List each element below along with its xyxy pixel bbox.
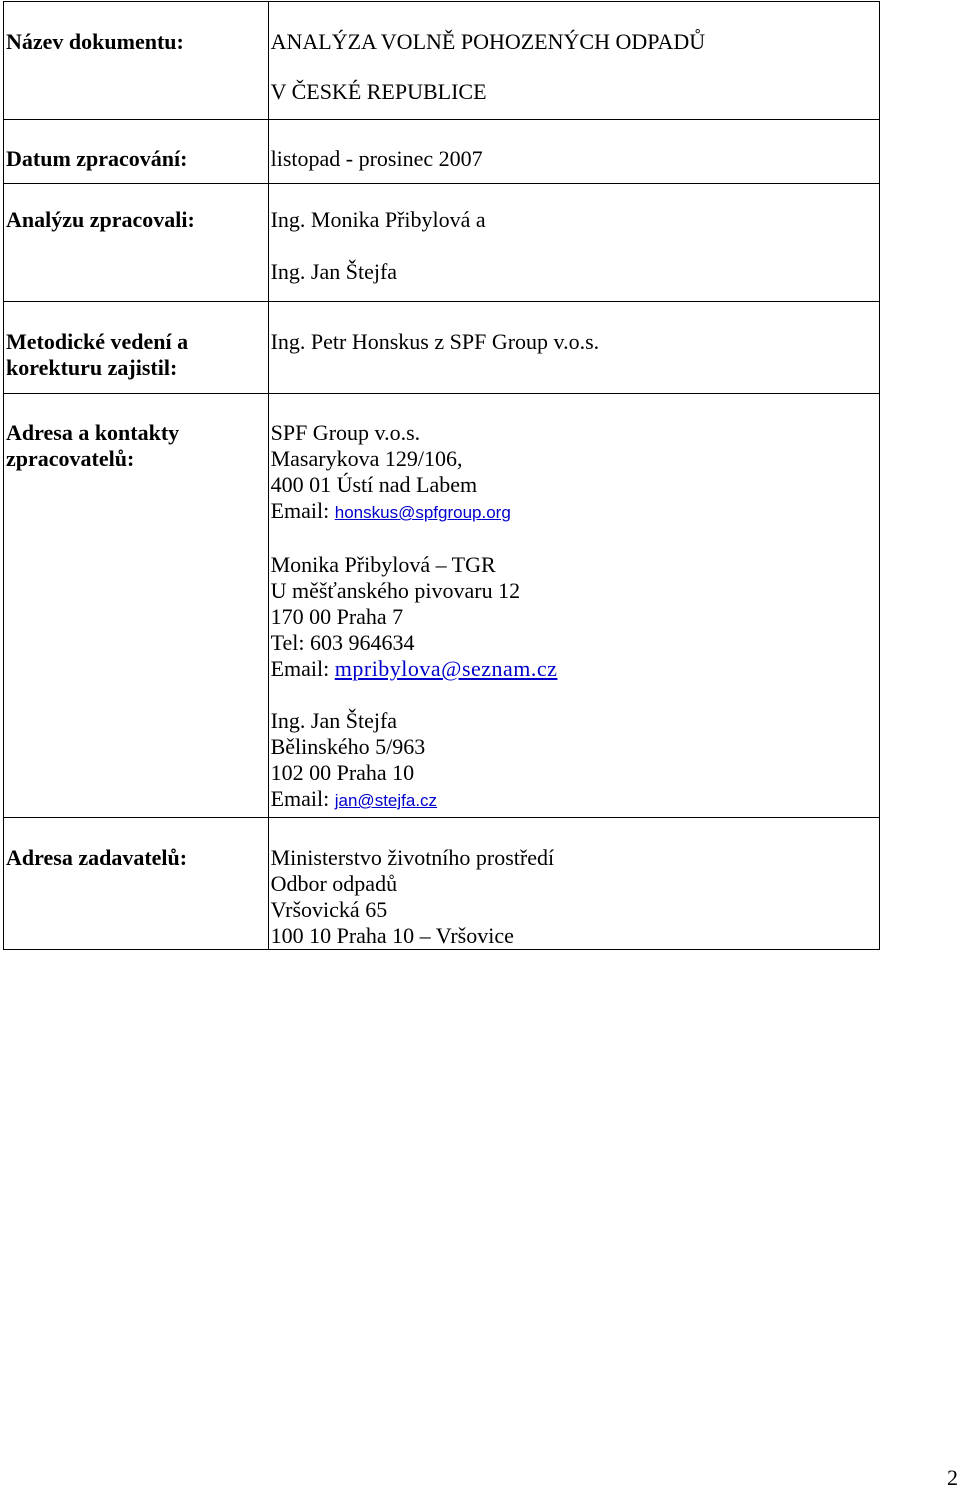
value-cell-supervision: [268, 302, 879, 394]
page-number: 2: [947, 1465, 958, 1490]
spacer: [271, 526, 879, 552]
contact-pribylova-name: Monika Přibylová – TGR: [270, 552, 496, 577]
contact-stejfa-city: 102 00 Praha 10: [270, 760, 415, 785]
label-contacts-line2: zpracovatelů:: [6, 446, 135, 471]
value-date: listopad - prosinec 2007: [270, 146, 483, 171]
contact-stejfa-email-row: [271, 786, 879, 814]
contact-stejfa-name: Ing. Jan Štejfa: [270, 708, 398, 733]
value-cell-date: [268, 120, 879, 184]
label-title: Název dokumentu:: [6, 29, 184, 54]
label-authors: Analýzu zpracovali:: [6, 207, 195, 232]
row-supervision: [4, 302, 880, 394]
document-title-line2: V ČESKÉ REPUBLICE: [270, 79, 487, 104]
contact-block-stejfa: [271, 708, 879, 814]
label-cell-supervision: [4, 302, 269, 394]
contact-spf-city: 400 01 Ústí nad Labem: [270, 472, 478, 497]
client-line1: Ministerstvo životního prostředí: [270, 845, 555, 870]
contact-spf-email-link[interactable]: honskus@spfgroup.org: [334, 503, 511, 522]
label-cell-date: [4, 120, 269, 184]
label-client: Adresa zadavatelů:: [6, 845, 188, 870]
contact-pribylova-city: 170 00 Praha 7: [270, 604, 404, 629]
spacer: [271, 682, 879, 708]
label-cell-authors: [4, 184, 269, 302]
label-cell-client: [4, 818, 269, 950]
client-line4: 100 10 Praha 10 – Vršovice: [270, 923, 514, 948]
row-title: [4, 2, 880, 120]
client-line2: Odbor odpadů: [270, 871, 398, 896]
label-date: Datum zpracování:: [6, 146, 188, 171]
author-line1: Ing. Monika Přibylová a: [270, 207, 486, 232]
contact-stejfa-email-link[interactable]: jan@stejfa.cz: [334, 791, 438, 810]
contact-pribylova-email-label: Email:: [270, 656, 330, 681]
contact-spf-email-row: [271, 498, 879, 526]
row-date: [4, 120, 880, 184]
contact-pribylova-email-row: [271, 656, 879, 682]
contact-spf-name: SPF Group v.o.s.: [270, 420, 421, 445]
contact-spf-email-label: Email:: [270, 498, 330, 523]
label-cell-title: [4, 2, 269, 120]
label-supervision-line1: Metodické vedení a: [6, 329, 189, 354]
contact-block-pribylova: [271, 552, 879, 682]
author-line2: Ing. Jan Štejfa: [270, 259, 398, 284]
document-title-line1: ANALÝZA VOLNĚ POHOZENÝCH ODPADŮ: [270, 29, 706, 54]
row-authors: [4, 184, 880, 302]
value-cell-title: [268, 2, 879, 120]
contact-pribylova-street: U měšťanského pivovaru 12: [270, 578, 521, 603]
value-cell-client: [268, 818, 879, 950]
contact-stejfa-email-label: Email:: [270, 786, 330, 811]
value-cell-authors: [268, 184, 879, 302]
value-supervision: Ing. Petr Honskus z SPF Group v.o.s.: [270, 329, 600, 354]
contact-block-spf: [271, 420, 879, 526]
label-supervision-line2: korekturu zajistil:: [6, 355, 178, 380]
label-contacts-line1: Adresa a kontakty: [6, 420, 180, 445]
contact-stejfa-street: Bělinského 5/963: [270, 734, 426, 759]
contact-pribylova-email-link[interactable]: mpribylova@seznam.cz: [334, 656, 558, 681]
row-contacts: [4, 394, 880, 818]
document-info-table: [3, 1, 880, 950]
client-line3: Vršovická 65: [270, 897, 388, 922]
label-cell-contacts: [4, 394, 269, 818]
contact-spf-street: Masarykova 129/106,: [270, 446, 463, 471]
row-client: [4, 818, 880, 950]
value-cell-contacts: [268, 394, 879, 818]
contact-pribylova-phone: Tel: 603 964634: [270, 630, 415, 655]
